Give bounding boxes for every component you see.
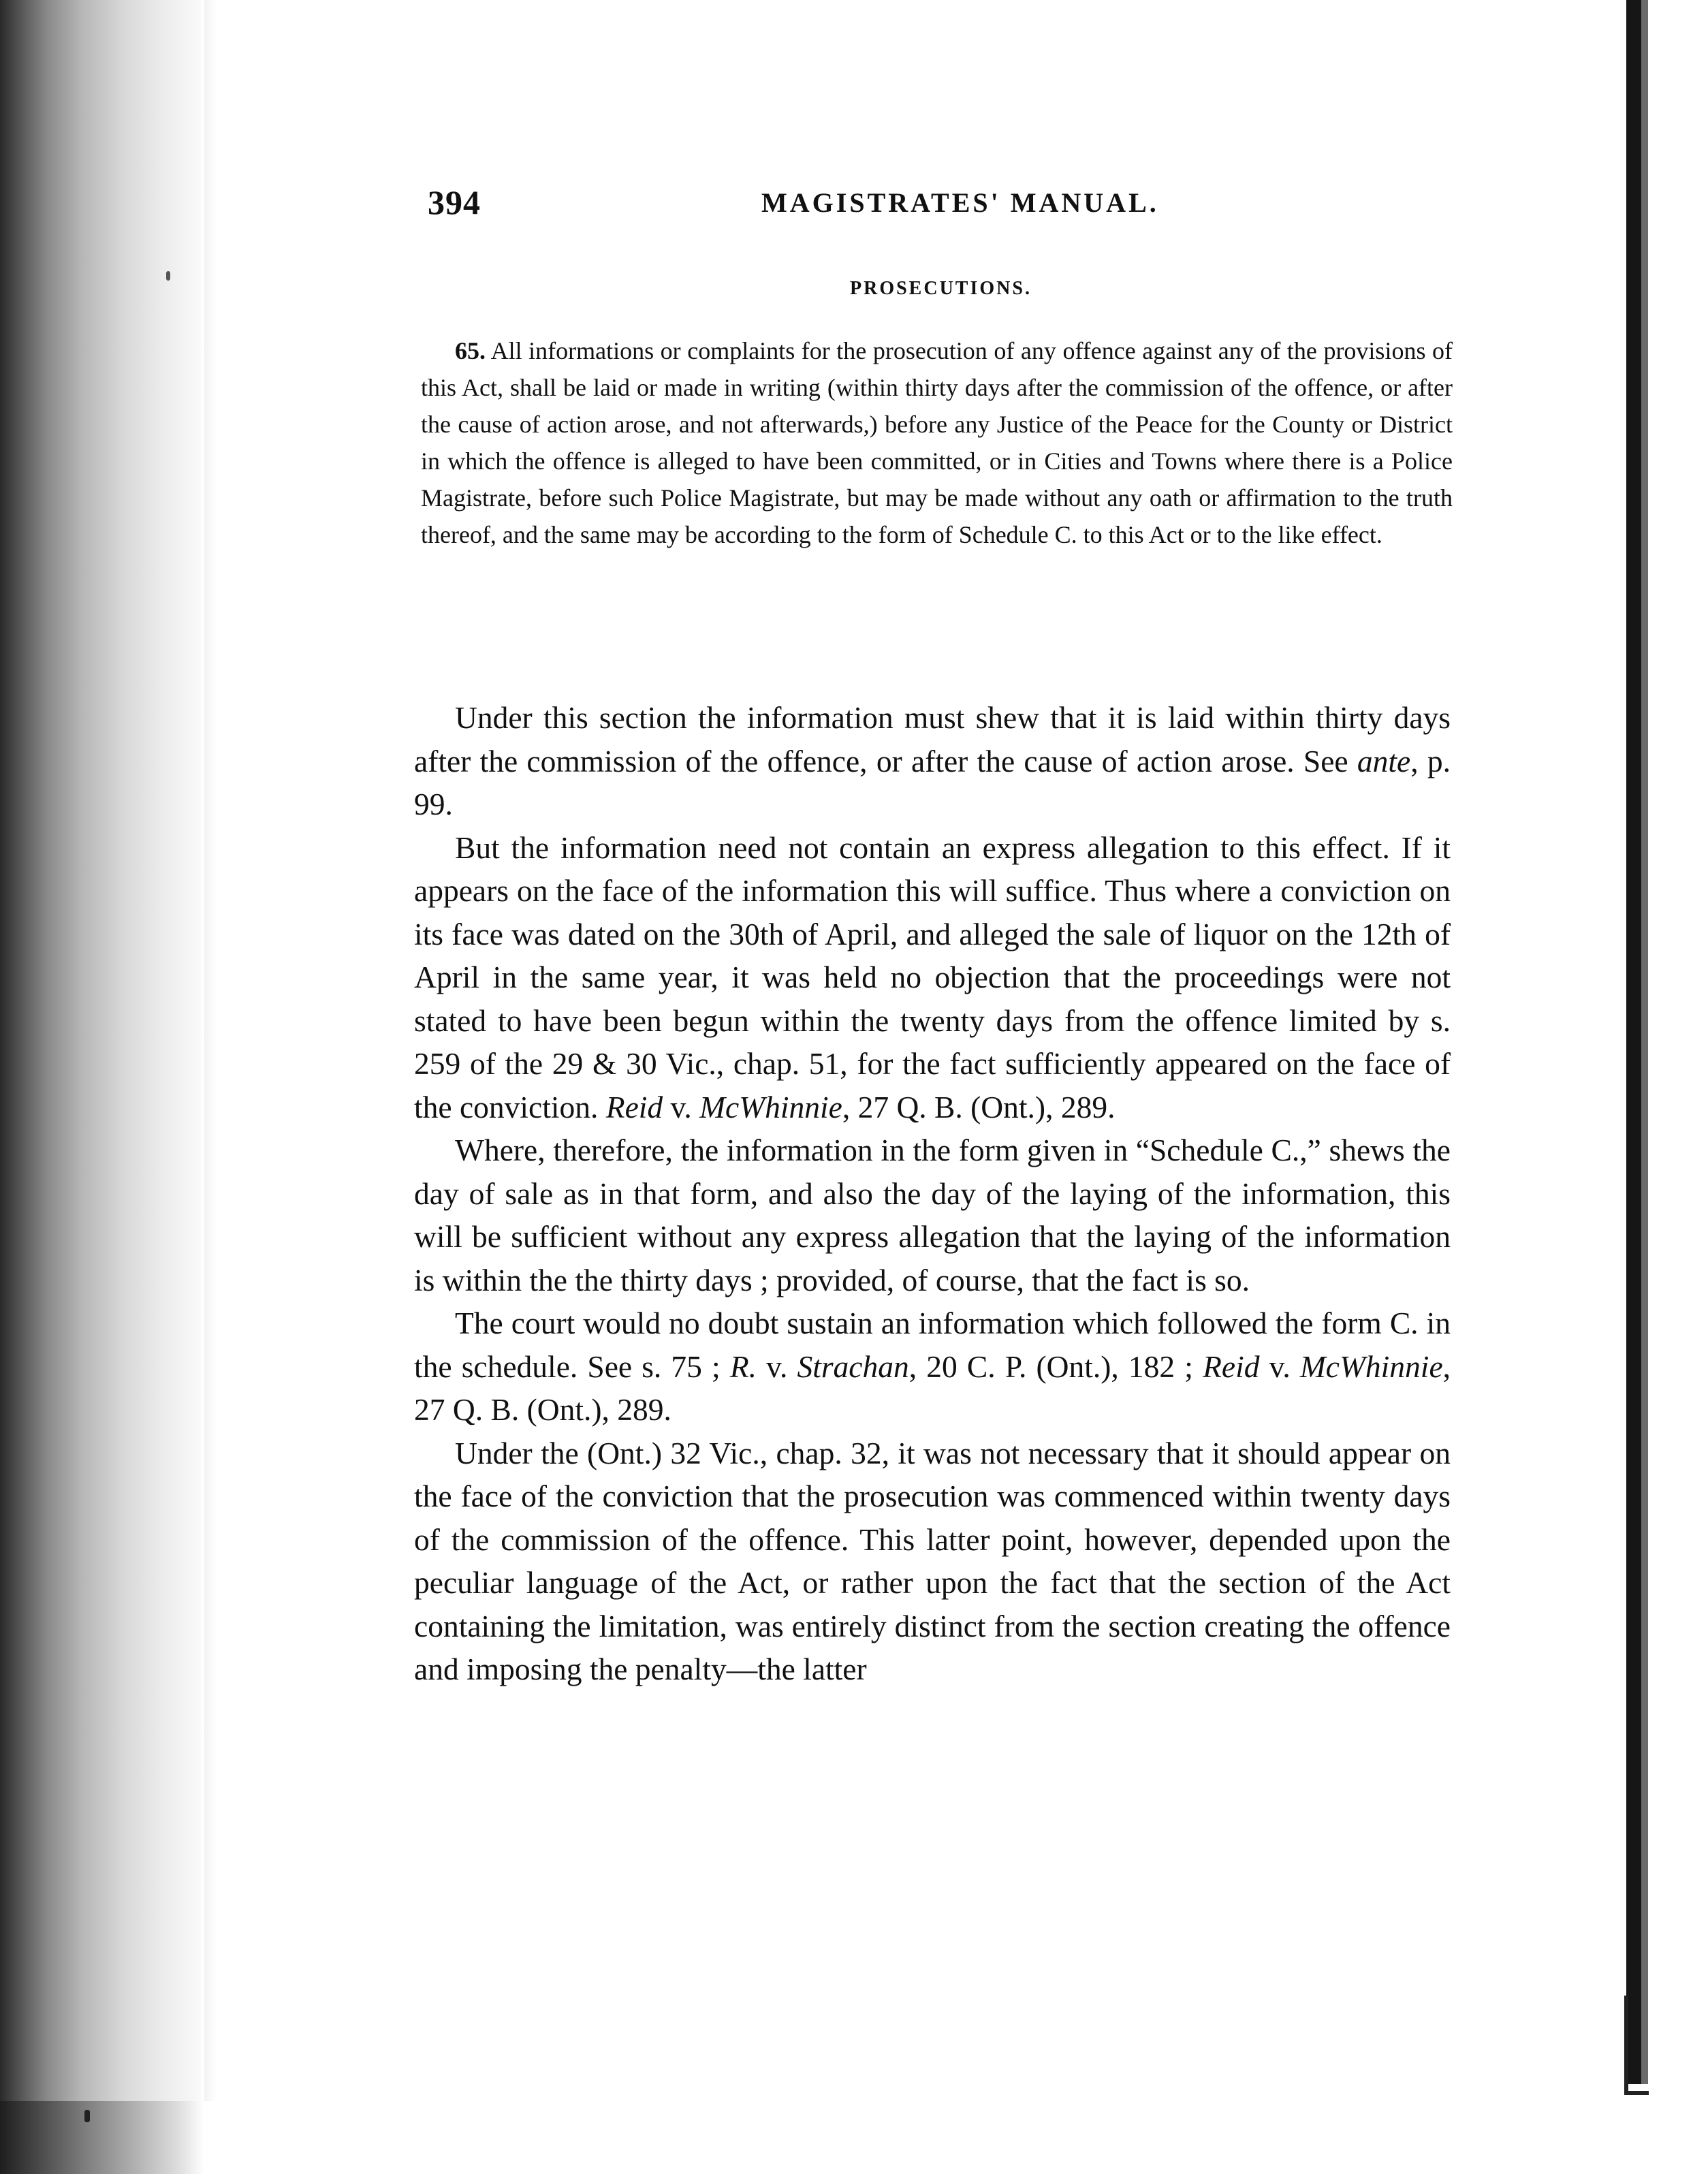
case-name-italic: Reid: [1203, 1349, 1260, 1384]
page-number: 394: [428, 183, 481, 221]
commentary-paragraph: [414, 1302, 1451, 1432]
case-name-italic: Strachan: [797, 1349, 909, 1384]
text-run: , 27 Q. B. (Ont.), 289.: [414, 1349, 1451, 1427]
commentary-paragraph: Under the (Ont.) 32 Vic., chap. 32, it was not necessary that it should appear on the face of the conviction that the prosecution was commenced within twenty days of the commission of the offence. This latter point, however, depended upon the peculiar language of the Act, or rather upon the fact that the section of the Act containing the limitation, was entirely distinct from the section creating the offence and imposing the penalty—the latter: [414, 1435, 1451, 1686]
right-page-edge: [1626, 0, 1641, 2084]
text-run: , 20 C. P. (Ont.), 182 ;: [908, 1349, 1203, 1384]
page-gutter-shadow: [204, 0, 217, 2174]
book-spine-edge-bottom: [0, 2101, 204, 2174]
commentary-body: [414, 696, 1451, 1691]
text-run: v.: [1259, 1349, 1300, 1384]
statute-number: 65.: [455, 337, 486, 364]
running-title: MAGISTRATES' MANUAL.: [761, 187, 1159, 218]
citation-italic: ante: [1357, 743, 1411, 778]
scan-speck: [166, 271, 170, 281]
statute-section: [421, 332, 1453, 553]
scan-speck: [84, 2110, 90, 2122]
crop-corner-mark: [1624, 1996, 1649, 2095]
text-run: Under this section the information must shew that it is laid within thirty days after the commission of the offence, or after the cause of action arose. See: [414, 700, 1451, 778]
case-name-italic: R.: [729, 1349, 757, 1384]
case-name-italic: McWhinnie: [699, 1089, 842, 1124]
text-run: But the information need not contain an express allegation to this effect. If it appears on the face of the information this will suffice. Thus where a conviction on its face was dated on the 30th of April, and alleged the sale of liquor on the 12th of April in the same year, it was held no objection that the proceedings were not stated to have been begun within the twenty days from the offence limited by s. 259 of the 29 & 30 Vic., chap. 51, for the fact sufficiently appeared on the face of the conviction.: [414, 830, 1451, 1124]
commentary-paragraph: Where, therefore, the information in the form given in “Schedule C.,” shews the day of sale as in that form, and also the day of the laying of the information, this will be sufficient without any express allegation that the laying of the information is within the the thirty days ; provided, of course, that the fact is so.: [414, 1133, 1451, 1297]
case-name-italic: McWhinnie: [1299, 1349, 1443, 1384]
text-run: , 27 Q. B. (Ont.), 289.: [842, 1089, 1116, 1124]
statute-text: All informations or complaints for the prosecution of any offence against any of the provisions of this Act, shall be laid or made in writing (within thirty days after the commission of the offence, or after the cause of action arose, and not afterwards,) before any Justice of the Peace for the County or District in which the offence is alleged to have been committed, or in Cities and Towns where there is a Police Magistrate, before such Police Magistrate, but may be made without any oath or affirmation to the truth thereof, and the same may be according to the form of Schedule C. to this Act or to the like effect.: [421, 337, 1453, 548]
text-run: The court would no doubt sustain an information which followed the form C. in the schedule. See s. 75 ;: [414, 1306, 1451, 1384]
bottom-margin: [0, 2101, 1708, 2174]
right-page-edge-shadow: [1641, 0, 1648, 2084]
statute-paragraph: [421, 332, 1453, 553]
text-run: , p. 99.: [414, 743, 1451, 821]
text-run: v.: [663, 1089, 700, 1124]
page-header: [428, 183, 1463, 230]
case-name-italic: Reid: [605, 1089, 663, 1124]
book-spine-edge: [0, 0, 204, 2174]
section-heading: PROSECUTIONS.: [850, 278, 1032, 299]
commentary-paragraph: [414, 826, 1451, 1129]
text-run: v.: [757, 1349, 797, 1384]
commentary-paragraph: [414, 696, 1451, 826]
